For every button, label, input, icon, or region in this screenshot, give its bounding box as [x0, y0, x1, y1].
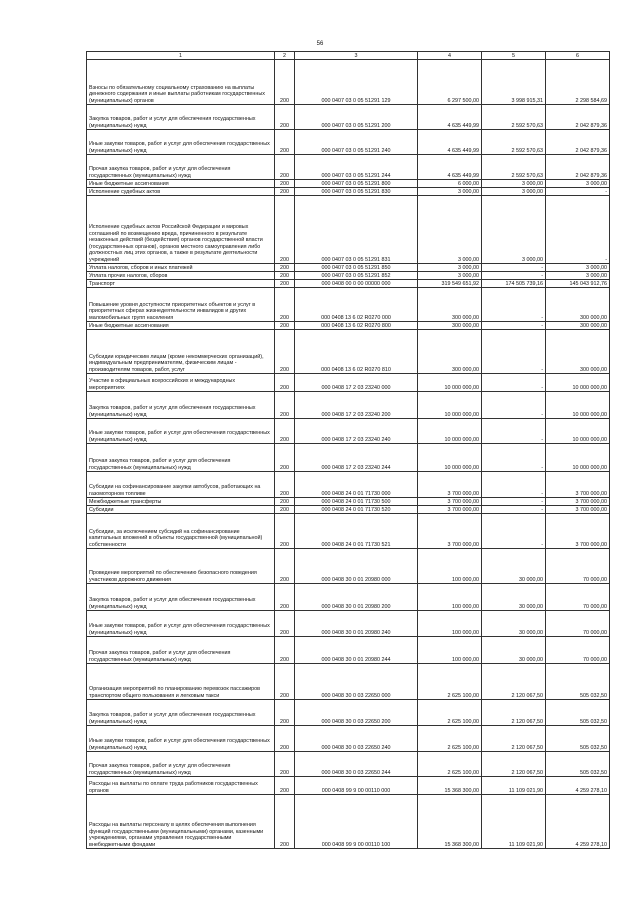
admin-code-cell: 200: [275, 549, 295, 584]
table-row: [87, 330, 610, 374]
unexecuted-amount-cell: -: [546, 188, 610, 196]
table-row: [87, 795, 610, 849]
executed-amount-cell: 3 998 915,31: [482, 60, 546, 105]
table-row: [87, 419, 610, 444]
unexecuted-amount-cell: 505 032,50: [546, 752, 610, 777]
executed-amount-cell: 3 000,00: [482, 196, 546, 264]
executed-amount-cell: 2 592 570,63: [482, 130, 546, 155]
expense-name-cell: Иные бюджетные ассигнования: [87, 180, 275, 188]
approved-amount-cell: 15 368 300,00: [418, 777, 482, 795]
unexecuted-amount-cell: 70 000,00: [546, 584, 610, 611]
executed-amount-cell: 11 109 021,90: [482, 795, 546, 849]
executed-amount-cell: 3 000,00: [482, 180, 546, 188]
table-row: [87, 514, 610, 549]
approved-amount-cell: 2 625 100,00: [418, 726, 482, 752]
expense-name-cell: Организация мероприятий по планированию перевозок пассажиров транспортом общего пользования и легковым такси: [87, 664, 275, 700]
unexecuted-amount-cell: 2 298 584,69: [546, 60, 610, 105]
unexecuted-amount-cell: 10 000 000,00: [546, 374, 610, 392]
unexecuted-amount-cell: 10 000 000,00: [546, 419, 610, 444]
budget-classification-code-cell: 000 0408 13 6 02 R0270 000: [295, 288, 418, 322]
budget-classification-code-cell: 000 0408 30 0 01 20980 000: [295, 549, 418, 584]
budget-classification-code-cell: 000 0407 03 0 05 51291 831: [295, 196, 418, 264]
admin-code-cell: 200: [275, 514, 295, 549]
expense-name-cell: Прочая закупка товаров, работ и услуг для обеспечения государственных (муниципальных) нужд: [87, 155, 275, 180]
budget-classification-code-cell: 000 0408 13 6 02 R0270 800: [295, 322, 418, 330]
admin-code-cell: 200: [275, 506, 295, 514]
table-row: [87, 584, 610, 611]
budget-classification-code-cell: 000 0408 24 0 01 71730 000: [295, 472, 418, 498]
expense-name-cell: Исполнение судебных актов: [87, 188, 275, 196]
executed-amount-cell: -: [482, 392, 546, 419]
budget-classification-code-cell: 000 0407 03 0 05 51291 244: [295, 155, 418, 180]
table-row: [87, 472, 610, 498]
executed-amount-cell: -: [482, 506, 546, 514]
admin-code-cell: 200: [275, 584, 295, 611]
table-row: [87, 498, 610, 506]
executed-amount-cell: 2 592 570,63: [482, 155, 546, 180]
unexecuted-amount-cell: 505 032,50: [546, 726, 610, 752]
table-row: [87, 374, 610, 392]
expense-name-cell: Повышение уровня доступности приоритетных объектов и услуг в приоритетных сферах жизнедеятельности инвалидов и других маломобильных групп населения: [87, 288, 275, 322]
expense-name-cell: Взносы по обязательному социальному страхованию на выплаты денежного содержания и иные выплаты работникам государственных (муниципальных) органов: [87, 60, 275, 105]
table-row: [87, 280, 610, 288]
expense-name-cell: Закупка товаров, работ и услуг для обеспечения государственных (муниципальных) нужд: [87, 105, 275, 130]
admin-code-cell: 200: [275, 444, 295, 472]
approved-amount-cell: 100 000,00: [418, 549, 482, 584]
budget-classification-code-cell: 000 0408 30 0 03 22650 244: [295, 752, 418, 777]
executed-amount-cell: -: [482, 374, 546, 392]
admin-code-cell: 200: [275, 60, 295, 105]
unexecuted-amount-cell: 3 700 000,00: [546, 506, 610, 514]
expense-name-cell: Закупка товаров, работ и услуг для обеспечения государственных (муниципальных) нужд: [87, 700, 275, 726]
unexecuted-amount-cell: 300 000,00: [546, 322, 610, 330]
unexecuted-amount-cell: 70 000,00: [546, 637, 610, 664]
admin-code-cell: 200: [275, 374, 295, 392]
budget-classification-code-cell: 000 0407 03 0 05 51291 200: [295, 105, 418, 130]
executed-amount-cell: -: [482, 322, 546, 330]
unexecuted-amount-cell: 3 000,00: [546, 272, 610, 280]
table-row: [87, 322, 610, 330]
expense-name-cell: Уплата налогов, сборов и иных платежей: [87, 264, 275, 272]
budget-classification-code-cell: 000 0408 13 6 02 R0270 810: [295, 330, 418, 374]
expense-name-cell: Иные закупки товаров, работ и услуг для обеспечения государственных (муниципальных) нужд: [87, 726, 275, 752]
approved-amount-cell: 4 635 449,99: [418, 130, 482, 155]
admin-code-cell: 200: [275, 105, 295, 130]
expense-name-cell: Транспорт: [87, 280, 275, 288]
table-row: [87, 264, 610, 272]
budget-classification-code-cell: 000 0408 00 0 00 00000 000: [295, 280, 418, 288]
admin-code-cell: 200: [275, 196, 295, 264]
table-row: [87, 196, 610, 264]
executed-amount-cell: -: [482, 514, 546, 549]
unexecuted-amount-cell: 3 000,00: [546, 264, 610, 272]
expense-name-cell: Прочая закупка товаров, работ и услуг для обеспечения государственных (муниципальных) нужд: [87, 637, 275, 664]
approved-amount-cell: 100 000,00: [418, 611, 482, 637]
table-row: [87, 700, 610, 726]
expense-name-cell: Субсидии на софинансирование закупки автобусов, работающих на газомоторном топливе: [87, 472, 275, 498]
expense-name-cell: Закупка товаров, работ и услуг для обеспечения государственных (муниципальных) нужд: [87, 392, 275, 419]
approved-amount-cell: 2 625 100,00: [418, 752, 482, 777]
table-row: [87, 392, 610, 419]
admin-code-cell: 200: [275, 611, 295, 637]
unexecuted-amount-cell: 10 000 000,00: [546, 444, 610, 472]
approved-amount-cell: 6 297 500,00: [418, 60, 482, 105]
approved-amount-cell: 3 000,00: [418, 272, 482, 280]
budget-classification-code-cell: 000 0407 03 0 05 51291 129: [295, 60, 418, 105]
unexecuted-amount-cell: 3 700 000,00: [546, 498, 610, 506]
approved-amount-cell: 15 368 300,00: [418, 795, 482, 849]
admin-code-cell: 200: [275, 264, 295, 272]
budget-classification-code-cell: 000 0407 03 0 05 51291 830: [295, 188, 418, 196]
approved-amount-cell: 3 700 000,00: [418, 472, 482, 498]
admin-code-cell: 200: [275, 180, 295, 188]
admin-code-cell: 200: [275, 272, 295, 280]
budget-classification-code-cell: 000 0408 30 0 01 20980 200: [295, 584, 418, 611]
expense-name-cell: Уплата прочих налогов, сборов: [87, 272, 275, 280]
admin-code-cell: 200: [275, 777, 295, 795]
approved-amount-cell: 4 635 449,99: [418, 105, 482, 130]
approved-amount-cell: 10 000 000,00: [418, 419, 482, 444]
admin-code-cell: 200: [275, 419, 295, 444]
executed-amount-cell: 30 000,00: [482, 611, 546, 637]
table-row: [87, 272, 610, 280]
expense-name-cell: Участие в официальных всероссийских и международных мероприятиях: [87, 374, 275, 392]
budget-classification-code-cell: 000 0408 24 0 01 71730 500: [295, 498, 418, 506]
expense-name-cell: Иные бюджетные ассигнования: [87, 322, 275, 330]
unexecuted-amount-cell: 300 000,00: [546, 288, 610, 322]
unexecuted-amount-cell: 70 000,00: [546, 611, 610, 637]
budget-classification-code-cell: 000 0408 17 2 03 23240 200: [295, 392, 418, 419]
unexecuted-amount-cell: 2 042 879,36: [546, 130, 610, 155]
approved-amount-cell: 100 000,00: [418, 637, 482, 664]
executed-amount-cell: 2 120 067,50: [482, 700, 546, 726]
executed-amount-cell: 174 505 739,16: [482, 280, 546, 288]
table-row: [87, 444, 610, 472]
expense-name-cell: Субсидии, за исключением субсидий на софинансирование капитальных вложений в объекты государственной (муниципальной) собственности: [87, 514, 275, 549]
budget-classification-code-cell: 000 0408 30 0 03 22650 000: [295, 664, 418, 700]
budget-classification-code-cell: 000 0408 30 0 03 22650 240: [295, 726, 418, 752]
admin-code-cell: 200: [275, 752, 295, 777]
executed-amount-cell: 11 109 021,90: [482, 777, 546, 795]
table-row: [87, 549, 610, 584]
approved-amount-cell: 3 700 000,00: [418, 498, 482, 506]
approved-amount-cell: 3 000,00: [418, 264, 482, 272]
approved-amount-cell: 3 700 000,00: [418, 514, 482, 549]
executed-amount-cell: 30 000,00: [482, 584, 546, 611]
expense-name-cell: Субсидии: [87, 506, 275, 514]
table-row: [87, 155, 610, 180]
budget-classification-code-cell: 000 0408 24 0 01 71730 521: [295, 514, 418, 549]
approved-amount-cell: 10 000 000,00: [418, 444, 482, 472]
executed-amount-cell: -: [482, 330, 546, 374]
executed-amount-cell: -: [482, 472, 546, 498]
admin-code-cell: 200: [275, 795, 295, 849]
approved-amount-cell: 319 549 651,92: [418, 280, 482, 288]
approved-amount-cell: 3 700 000,00: [418, 506, 482, 514]
executed-amount-cell: -: [482, 272, 546, 280]
expense-name-cell: Субсидии юридическим лицам (кроме некоммерческих организаций), индивидуальным предпринимателям, физическим лицам - производителям товаров, работ, услуг: [87, 330, 275, 374]
column-header: 2: [275, 52, 295, 60]
column-header: 4: [418, 52, 482, 60]
expense-name-cell: Иные закупки товаров, работ и услуг для обеспечения государственных (муниципальных) нужд: [87, 130, 275, 155]
expense-name-cell: Межбюджетные трансферты: [87, 498, 275, 506]
table-row: [87, 105, 610, 130]
budget-classification-code-cell: 000 0408 30 0 01 20980 240: [295, 611, 418, 637]
table-row: [87, 637, 610, 664]
budget-classification-code-cell: 000 0407 03 0 05 51291 850: [295, 264, 418, 272]
executed-amount-cell: 30 000,00: [482, 637, 546, 664]
budget-classification-code-cell: 000 0408 17 2 03 23240 000: [295, 374, 418, 392]
budget-classification-code-cell: 000 0408 99 9 00 00110 100: [295, 795, 418, 849]
unexecuted-amount-cell: 4 259 278,10: [546, 795, 610, 849]
approved-amount-cell: 2 625 100,00: [418, 700, 482, 726]
table-row: [87, 130, 610, 155]
column-header: 6: [546, 52, 610, 60]
approved-amount-cell: 2 625 100,00: [418, 664, 482, 700]
unexecuted-amount-cell: -: [546, 196, 610, 264]
executed-amount-cell: 2 120 067,50: [482, 726, 546, 752]
approved-amount-cell: 3 000,00: [418, 188, 482, 196]
executed-amount-cell: 3 000,00: [482, 188, 546, 196]
approved-amount-cell: 300 000,00: [418, 322, 482, 330]
unexecuted-amount-cell: 300 000,00: [546, 330, 610, 374]
column-header: 5: [482, 52, 546, 60]
unexecuted-amount-cell: 4 259 278,10: [546, 777, 610, 795]
admin-code-cell: 200: [275, 664, 295, 700]
unexecuted-amount-cell: 70 000,00: [546, 549, 610, 584]
budget-classification-code-cell: 000 0408 17 2 03 23240 244: [295, 444, 418, 472]
executed-amount-cell: -: [482, 444, 546, 472]
unexecuted-amount-cell: 2 042 879,36: [546, 105, 610, 130]
table-row: [87, 664, 610, 700]
unexecuted-amount-cell: 505 032,50: [546, 700, 610, 726]
admin-code-cell: 200: [275, 392, 295, 419]
admin-code-cell: 200: [275, 155, 295, 180]
budget-classification-code-cell: 000 0408 24 0 01 71730 520: [295, 506, 418, 514]
table-row: [87, 777, 610, 795]
budget-classification-code-cell: 000 0407 03 0 05 51291 240: [295, 130, 418, 155]
budget-classification-code-cell: 000 0407 03 0 05 51291 800: [295, 180, 418, 188]
budget-classification-code-cell: 000 0408 30 0 01 20980 244: [295, 637, 418, 664]
page-number: 56: [316, 41, 324, 47]
approved-amount-cell: 10 000 000,00: [418, 392, 482, 419]
approved-amount-cell: 4 635 449,99: [418, 155, 482, 180]
approved-amount-cell: 300 000,00: [418, 288, 482, 322]
executed-amount-cell: -: [482, 419, 546, 444]
approved-amount-cell: 300 000,00: [418, 330, 482, 374]
approved-amount-cell: 3 000,00: [418, 196, 482, 264]
executed-amount-cell: 2 592 570,63: [482, 105, 546, 130]
unexecuted-amount-cell: 505 032,50: [546, 664, 610, 700]
unexecuted-amount-cell: 3 000,00: [546, 180, 610, 188]
budget-classification-code-cell: 000 0408 30 0 03 22650 200: [295, 700, 418, 726]
budget-classification-code-cell: 000 0407 03 0 05 51291 852: [295, 272, 418, 280]
expense-name-cell: Иные закупки товаров, работ и услуг для обеспечения государственных (муниципальных) нужд: [87, 611, 275, 637]
admin-code-cell: 200: [275, 130, 295, 155]
column-header: 3: [295, 52, 418, 60]
executed-amount-cell: 2 120 067,50: [482, 752, 546, 777]
unexecuted-amount-cell: 2 042 879,36: [546, 155, 610, 180]
admin-code-cell: 200: [275, 288, 295, 322]
admin-code-cell: 200: [275, 330, 295, 374]
expense-name-cell: Иные закупки товаров, работ и услуг для обеспечения государственных (муниципальных) нужд: [87, 419, 275, 444]
admin-code-cell: 200: [275, 498, 295, 506]
admin-code-cell: 200: [275, 280, 295, 288]
admin-code-cell: 200: [275, 700, 295, 726]
approved-amount-cell: 6 000,00: [418, 180, 482, 188]
executed-amount-cell: 2 120 067,50: [482, 664, 546, 700]
admin-code-cell: 200: [275, 472, 295, 498]
table-row: [87, 60, 610, 105]
approved-amount-cell: 100 000,00: [418, 584, 482, 611]
unexecuted-amount-cell: 3 700 000,00: [546, 514, 610, 549]
executed-amount-cell: -: [482, 264, 546, 272]
admin-code-cell: 200: [275, 637, 295, 664]
executed-amount-cell: 30 000,00: [482, 549, 546, 584]
unexecuted-amount-cell: 10 000 000,00: [546, 392, 610, 419]
budget-classification-code-cell: 000 0408 17 2 03 23240 240: [295, 419, 418, 444]
table-row: [87, 188, 610, 196]
table-row: [87, 611, 610, 637]
unexecuted-amount-cell: 3 700 000,00: [546, 472, 610, 498]
table-row: [87, 752, 610, 777]
column-header: 1: [87, 52, 275, 60]
expense-name-cell: Прочая закупка товаров, работ и услуг для обеспечения государственных (муниципальных) нужд: [87, 752, 275, 777]
table-row: [87, 726, 610, 752]
unexecuted-amount-cell: 145 043 912,76: [546, 280, 610, 288]
admin-code-cell: 200: [275, 188, 295, 196]
column-number-row: [87, 52, 610, 60]
admin-code-cell: 200: [275, 322, 295, 330]
admin-code-cell: 200: [275, 726, 295, 752]
expense-name-cell: Исполнение судебных актов Российской Федерации и мировых соглашений по возмещению вреда, причиненного в результате незаконных действий (бездействия) органов государственной власти (государственных органов), органов местного самоуправления либо должностных лиц этих органов, а также в результате деятельности учреждений: [87, 196, 275, 264]
executed-amount-cell: -: [482, 498, 546, 506]
table-row: [87, 506, 610, 514]
table-row: [87, 288, 610, 322]
expense-name-cell: Расходы на выплаты по оплате труда работников государственных органов: [87, 777, 275, 795]
budget-classification-code-cell: 000 0408 99 9 00 00110 000: [295, 777, 418, 795]
expense-name-cell: Прочая закупка товаров, работ и услуг для обеспечения государственных (муниципальных) нужд: [87, 444, 275, 472]
approved-amount-cell: 10 000 000,00: [418, 374, 482, 392]
executed-amount-cell: -: [482, 288, 546, 322]
expense-name-cell: Расходы на выплаты персоналу в целях обеспечения выполнения функций государственными (муниципальными) органами, казенными учреждениями, органами управления государственными внебюджетными фондами: [87, 795, 275, 849]
budget-execution-table: [86, 51, 610, 849]
expense-name-cell: Закупка товаров, работ и услуг для обеспечения государственных (муниципальных) нужд: [87, 584, 275, 611]
expense-name-cell: Проведение мероприятий по обеспечению безопасного поведения участников дорожного движения: [87, 549, 275, 584]
table-row: [87, 180, 610, 188]
